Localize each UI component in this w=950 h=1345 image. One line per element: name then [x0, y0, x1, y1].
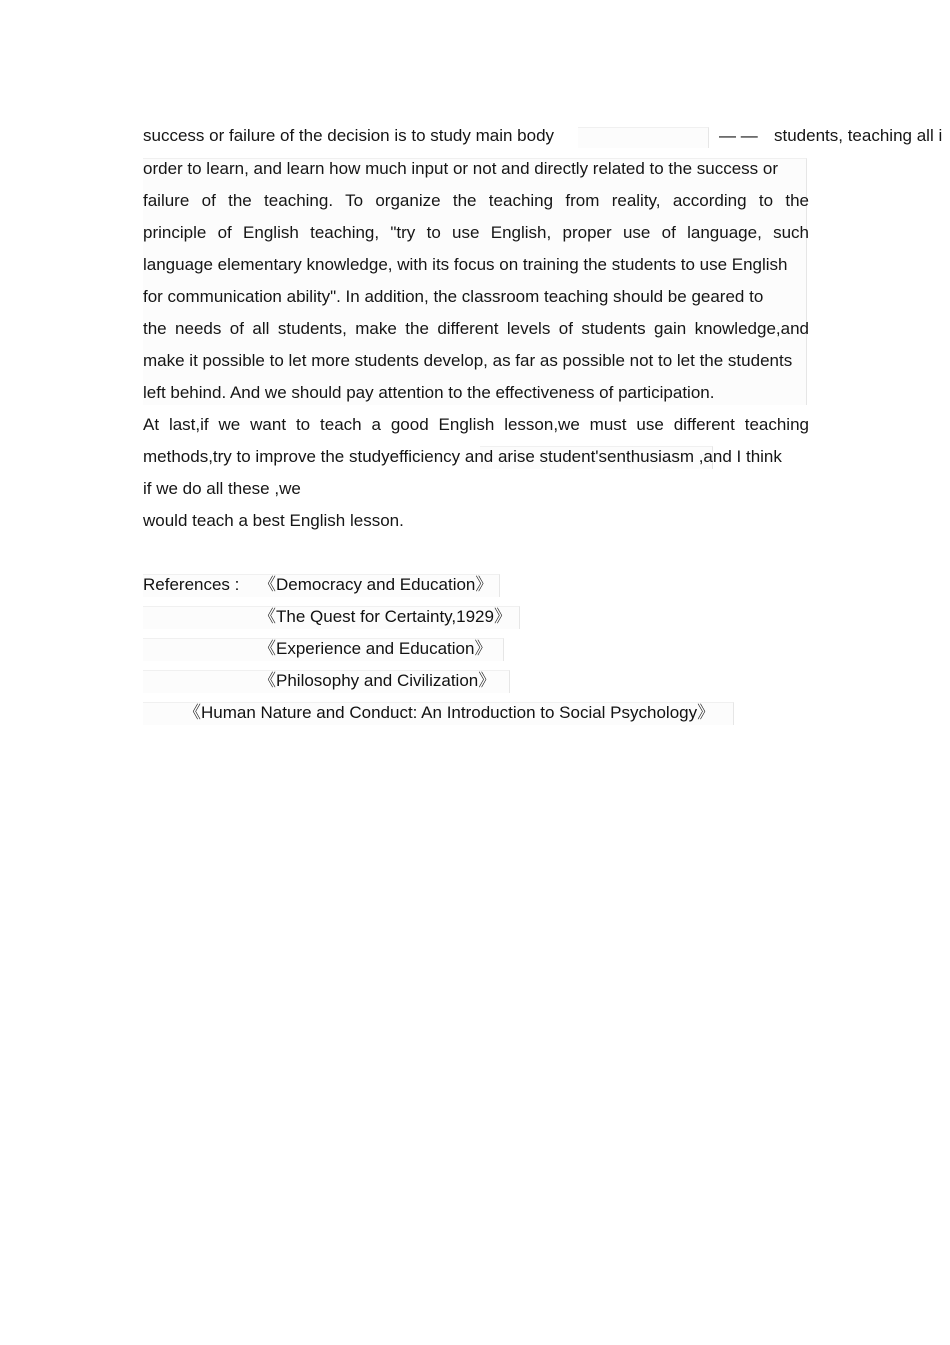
paragraph-line [143, 125, 554, 147]
paragraph-line: the needs of all students, make the different levels of students gain knowledge,and [143, 319, 809, 338]
paragraph-line: At last,if we want to teach a good English lesson,we must use different teaching [143, 415, 809, 434]
highlight-box [578, 127, 709, 148]
paragraph-line: failure of the teaching. To organize the teaching from reality, according to the [143, 191, 809, 210]
em-dash: — — [719, 126, 758, 145]
paragraph-line: would teach a best English lesson. [143, 511, 404, 530]
reference-item: 《The Quest for Certainty,1929》 [259, 607, 511, 626]
paragraph-line: order to learn, and learn how much input or not and directly related to the success or [143, 159, 779, 178]
paragraph-text-overflow: students, teaching all i [774, 126, 943, 145]
reference-item: 《Philosophy and Civilization》 [259, 671, 496, 690]
paragraph-line: methods,try to improve the studyefficiency and arise student'senthusiasm ,and I think [143, 447, 782, 466]
reference-item: 《Human Nature and Conduct: An Introduction to Social Psychology》 [184, 703, 715, 722]
paragraph-line: language elementary knowledge, with its focus on training the students to use English [143, 255, 788, 274]
reference-item: 《Experience and Education》 [259, 639, 492, 658]
paragraph-line: principle of English teaching, "try to use English, proper use of language, such [143, 223, 809, 242]
paragraph-line: if we do all these ,we [143, 479, 301, 498]
paragraph-line: for communication ability". In addition, the classroom teaching should be geared to [143, 287, 764, 306]
reference-item: 《Democracy and Education》 [259, 575, 493, 594]
paragraph-text: success or failure of the decision is to study main body [143, 126, 555, 145]
paragraph-line: left behind. And we should pay attention to the effectiveness of participation. [143, 383, 715, 402]
references-label: References : [143, 575, 240, 594]
paragraph-line: make it possible to let more students develop, as far as possible not to let the students [143, 351, 793, 370]
